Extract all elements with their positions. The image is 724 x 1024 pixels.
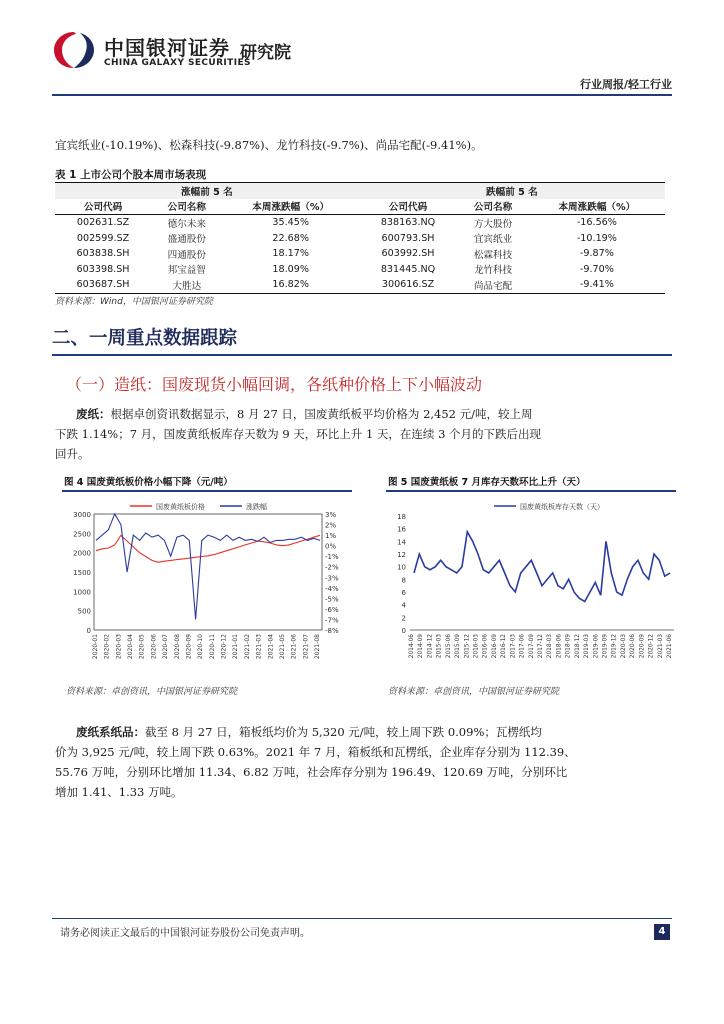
y-tick-label-right: -7% bbox=[325, 616, 339, 625]
footer-divider bbox=[52, 918, 672, 919]
table-source: 资料来源：Wind，中国银河证券研究院 bbox=[55, 297, 213, 307]
y-tick-label-right: -6% bbox=[325, 605, 339, 614]
x-tick-label: 2021-06 bbox=[667, 634, 673, 659]
y-tick-label-right: 2% bbox=[325, 521, 337, 530]
table-cell: -9.70% bbox=[579, 263, 614, 275]
figure-title: 图 5 国废黄纸板 7 月库存天数环比上升（天） bbox=[388, 477, 586, 488]
table-cell: -16.56% bbox=[576, 217, 617, 229]
x-tick-label: 2015-09 bbox=[455, 634, 462, 659]
y-tick-label-right: -5% bbox=[325, 595, 339, 604]
table-cell: -9.41% bbox=[529, 277, 665, 293]
y-tick-label: 4 bbox=[401, 601, 406, 610]
x-tick-label: 2021-06 bbox=[290, 634, 298, 660]
table-cell: 16.82% bbox=[223, 277, 359, 293]
x-tick-label: 2016-12 bbox=[501, 634, 508, 659]
x-tick-label: 2020-01 bbox=[92, 634, 99, 660]
x-tick-label: 2021-04 bbox=[267, 634, 275, 660]
y-tick-label: 6 bbox=[401, 589, 406, 597]
table-cell: 18.09% bbox=[272, 263, 309, 275]
table-cell: 831445.NQ bbox=[380, 263, 436, 275]
y-tick-label: 18 bbox=[397, 513, 406, 521]
col-header: 本周涨跌幅（%） bbox=[529, 199, 665, 215]
paragraph-text: 根据卓创资讯数据显示，8 月 27 日，国废黄纸板平均价格为 2,452 元/吨，较上周 bbox=[110, 407, 533, 421]
y-tick-label-left: 2500 bbox=[73, 530, 91, 539]
y-tick-label: 0 bbox=[401, 627, 406, 635]
x-tick-label: 2020-05 bbox=[138, 634, 146, 660]
table-cell: 603992.SH bbox=[381, 248, 435, 260]
x-tick-label: 2014-09 bbox=[418, 634, 425, 659]
company-name-cn: 中国银河证券 bbox=[104, 36, 230, 60]
x-tick-label: 2016-06 bbox=[482, 634, 489, 659]
col-header: 公司代码 bbox=[55, 199, 151, 215]
company-name-en: CHINA GALAXY SECURITIES bbox=[104, 58, 251, 68]
paragraph-lead: 废纸： bbox=[76, 407, 111, 421]
x-tick-label: 2018-06 bbox=[556, 634, 563, 659]
y-tick-label: 14 bbox=[397, 538, 406, 547]
x-tick-label: 2016-03 bbox=[473, 634, 480, 659]
x-tick-label: 2018-03 bbox=[547, 634, 554, 659]
x-tick-label: 2021-03 bbox=[657, 634, 664, 659]
y-tick-label: 8 bbox=[401, 576, 406, 585]
x-tick-label: 2021-05 bbox=[278, 634, 286, 660]
x-tick-label: 2018-12 bbox=[574, 634, 581, 659]
x-tick-label: 2017-09 bbox=[528, 634, 535, 659]
table-row bbox=[55, 277, 665, 293]
y-tick-label: 16 bbox=[397, 525, 406, 534]
chart-waste-paper-inventory bbox=[384, 494, 679, 674]
legend-label: 涨跌幅 bbox=[246, 503, 267, 511]
y-tick-label-left: 0 bbox=[86, 627, 91, 635]
x-tick-label: 2020-09 bbox=[639, 634, 646, 659]
x-tick-label: 2021-01 bbox=[232, 634, 240, 660]
figure-title: 图 4 国废黄纸板价格小幅下降（元/吨） bbox=[64, 477, 233, 488]
col-header: 公司名称 bbox=[151, 199, 222, 215]
figure-source: 资料来源：卓创资讯，中国银河证券研究院 bbox=[388, 687, 560, 697]
x-tick-label: 2019-03 bbox=[584, 634, 591, 659]
x-tick-label: 2020-11 bbox=[208, 634, 216, 660]
y-tick-label-right: -4% bbox=[325, 584, 339, 593]
x-tick-label: 2014-06 bbox=[409, 634, 415, 659]
y-tick-label-right: -2% bbox=[325, 563, 339, 572]
paragraph-line: 55.76 万吨，分别环比增加 11.34、6.82 万吨，社会库存分别为 196.49、120.69 万吨，分别环比 bbox=[55, 765, 568, 779]
paragraph-line: 增加 1.41、1.33 万吨。 bbox=[55, 785, 183, 799]
x-tick-label: 2020-12 bbox=[648, 634, 655, 659]
y-tick-label-left: 2000 bbox=[73, 549, 91, 558]
chart-waste-paper-price bbox=[60, 494, 360, 674]
series-line-2 bbox=[96, 514, 320, 620]
x-tick-label: 2018-09 bbox=[565, 634, 572, 659]
table-cell: 002631.SZ bbox=[76, 217, 130, 229]
table-cell: 603838.SH bbox=[76, 248, 130, 260]
legend-label: 国废黄纸板价格 bbox=[156, 503, 205, 511]
table-row bbox=[55, 262, 665, 278]
y-tick-label: 2 bbox=[401, 614, 406, 623]
y-tick-label-left: 1500 bbox=[73, 569, 91, 577]
section-heading: 二、一周重点数据跟踪 bbox=[52, 328, 238, 349]
table-row bbox=[55, 246, 665, 262]
figure-source: 资料来源：卓创资讯，中国银河证券研究院 bbox=[66, 687, 238, 697]
table-cell: 22.68% bbox=[272, 232, 309, 244]
footer-disclaimer: 请务必阅读正文最后的中国银河证券股份公司免责声明。 bbox=[60, 928, 310, 939]
col-header: 公司名称 bbox=[457, 199, 528, 215]
x-tick-label: 2019-09 bbox=[602, 634, 609, 659]
paragraph-text: 截至 8 月 27 日，箱板纸均价为 5,320 元/吨，较上周下跌 0.09%；瓦楞纸均 bbox=[145, 725, 542, 739]
table-cell: 300616.SZ bbox=[359, 277, 458, 293]
x-tick-label: 2021-02 bbox=[243, 634, 251, 660]
x-tick-label: 2020-04 bbox=[127, 634, 135, 660]
table-cell: 四通股份 bbox=[167, 249, 206, 261]
header-divider bbox=[52, 94, 672, 96]
table-cell: 龙竹科技 bbox=[473, 265, 513, 277]
x-tick-label: 2017-03 bbox=[510, 634, 517, 659]
y-tick-label-right: -3% bbox=[325, 574, 339, 583]
table-cell: 宜宾纸业 bbox=[473, 234, 513, 246]
col-header: 公司代码 bbox=[359, 199, 458, 215]
x-tick-label: 2017-12 bbox=[538, 634, 544, 659]
table-cell: 大胜达 bbox=[151, 277, 222, 293]
paragraph-lead: 废纸系纸品： bbox=[76, 725, 145, 739]
x-tick-label: 2015-12 bbox=[464, 634, 471, 659]
paragraph-line bbox=[76, 404, 533, 424]
x-tick-label: 2015-03 bbox=[436, 634, 443, 659]
x-tick-label: 2020-03 bbox=[620, 634, 627, 659]
y-tick-label: 10 bbox=[397, 563, 406, 572]
paragraph-line: 回升。 bbox=[55, 447, 90, 461]
table-cell: 盛通股份 bbox=[167, 234, 206, 246]
y-tick-label-right: -8% bbox=[325, 627, 339, 635]
table-cell: -10.19% bbox=[576, 232, 617, 244]
col-header: 本周涨跌幅（%） bbox=[223, 199, 359, 215]
stock-performance-table bbox=[55, 182, 665, 294]
group-header-gainers: 涨幅前 5 名 bbox=[55, 183, 359, 199]
paragraph-line bbox=[76, 722, 542, 742]
table-cell: 838163.NQ bbox=[380, 217, 436, 229]
table-cell: 35.45% bbox=[272, 217, 309, 229]
galaxy-logo-icon bbox=[52, 30, 96, 70]
table-cell: 邦宝益智 bbox=[167, 265, 206, 277]
x-tick-label: 2015-06 bbox=[445, 634, 452, 659]
x-tick-label: 2020-08 bbox=[173, 634, 181, 660]
y-tick-label-left: 3000 bbox=[73, 511, 91, 519]
paragraph-line: 价为 3,925 元/吨，较上周下跌 0.63%。2021 年 7 月，箱板纸和瓦楞纸，企业库存分别为 112.39、 bbox=[55, 745, 576, 759]
x-tick-label: 2019-06 bbox=[593, 634, 600, 659]
y-tick-label-right: -1% bbox=[325, 553, 339, 562]
y-tick-label-right: 3% bbox=[325, 511, 337, 519]
subsection-heading: （一）造纸：国废现货小幅回调，各纸种价格上下小幅波动 bbox=[66, 375, 483, 394]
intro-line: 宜宾纸业(-10.19%)、松森科技(-9.87%)、龙竹科技(-9.7%)、尚品宅配(-9.41%)。 bbox=[55, 138, 483, 152]
y-tick-label: 12 bbox=[397, 551, 406, 559]
institute-name: 研究院 bbox=[240, 43, 291, 63]
x-tick-label: 2019-12 bbox=[611, 634, 618, 659]
table-cell: 603687.SH bbox=[55, 277, 151, 293]
table-row bbox=[55, 215, 665, 231]
report-type: 行业周报/轻工行业 bbox=[579, 78, 672, 91]
table-cell: 002599.SZ bbox=[76, 232, 130, 244]
table-cell: 尚品宅配 bbox=[457, 277, 528, 293]
x-tick-label: 2020-06 bbox=[150, 634, 158, 660]
group-header-losers: 跌幅前 5 名 bbox=[359, 183, 665, 199]
x-tick-label: 2020-07 bbox=[162, 634, 170, 660]
paragraph-line: 下跌 1.14%；7 月，国废黄纸板库存天数为 9 天，环比上升 1 天，在连续 3 个月的下跌后出现 bbox=[55, 427, 542, 441]
figure-divider bbox=[386, 490, 676, 492]
table-cell: -9.87% bbox=[579, 248, 614, 260]
y-tick-label-right: 1% bbox=[325, 532, 337, 541]
table-cell: 603398.SH bbox=[76, 263, 130, 275]
table-title: 表 1 上市公司个股本周市场表现 bbox=[55, 169, 207, 181]
plot-frame bbox=[94, 514, 322, 630]
x-tick-label: 2021-03 bbox=[255, 634, 263, 660]
table-cell: 松霖科技 bbox=[473, 249, 513, 261]
x-tick-label: 2020-02 bbox=[103, 634, 111, 660]
figure-divider bbox=[62, 490, 352, 492]
x-tick-label: 2014-12 bbox=[427, 634, 434, 659]
x-tick-label: 2016-09 bbox=[491, 634, 498, 659]
x-tick-label: 2021-08 bbox=[314, 634, 321, 660]
section-divider bbox=[52, 354, 672, 356]
x-tick-label: 2020-10 bbox=[197, 634, 205, 660]
table-cell: 德尔未来 bbox=[167, 218, 206, 230]
table-cell: 600793.SH bbox=[381, 232, 435, 244]
table-cell: 18.17% bbox=[272, 248, 309, 260]
y-tick-label-right: 0% bbox=[325, 542, 337, 551]
series-line-1 bbox=[414, 532, 670, 602]
x-tick-label: 2020-06 bbox=[630, 634, 637, 659]
y-tick-label-left: 1000 bbox=[73, 588, 91, 597]
x-tick-label: 2017-06 bbox=[519, 634, 526, 659]
x-tick-label: 2021-07 bbox=[302, 634, 310, 660]
x-tick-label: 2020-09 bbox=[185, 634, 193, 660]
y-tick-label-left: 500 bbox=[77, 607, 91, 616]
legend-label: 国废黄纸板库存天数（天） bbox=[520, 503, 604, 511]
page-number: 4 bbox=[654, 924, 670, 940]
x-tick-label: 2020-12 bbox=[220, 634, 228, 660]
table-row bbox=[55, 231, 665, 247]
x-tick-label: 2020-03 bbox=[115, 634, 123, 660]
table-cell: 方大股份 bbox=[473, 218, 513, 230]
